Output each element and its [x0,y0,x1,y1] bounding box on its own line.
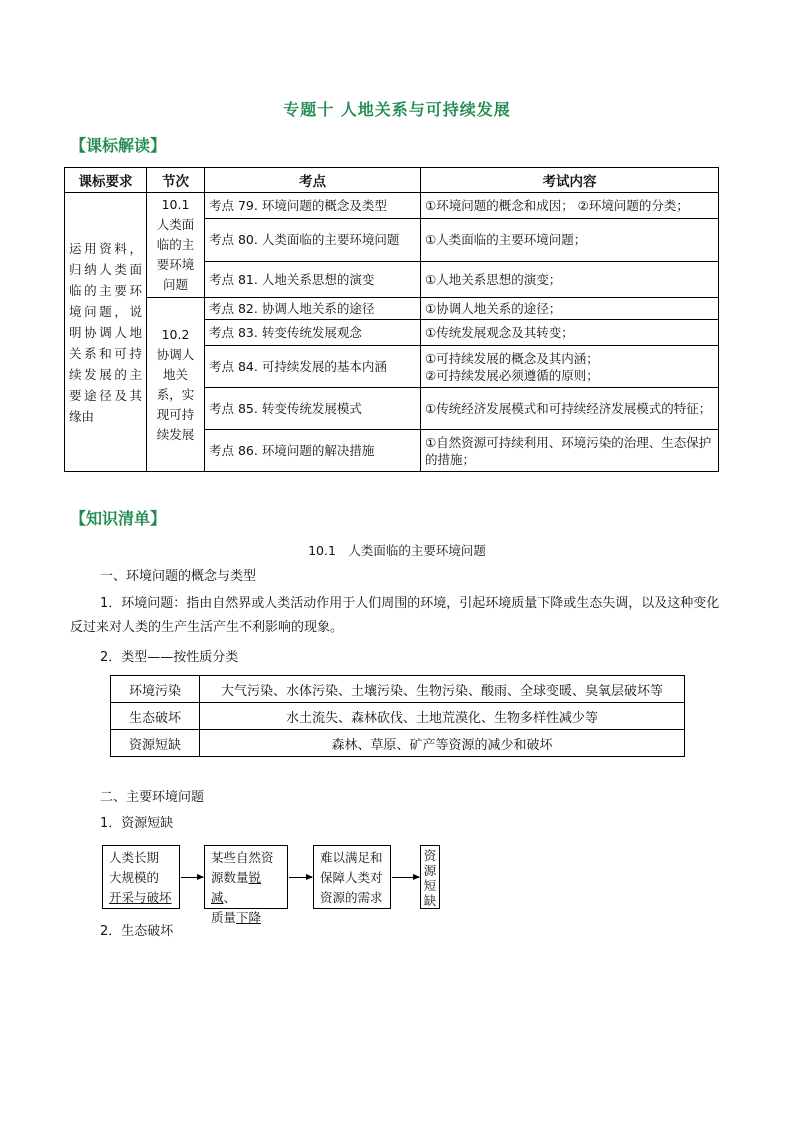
flow-text: 、 [223,890,237,905]
content-cell: ①人类面临的主要环境问题； [421,219,719,261]
paragraph-types: 2．类型——按性质分类 [100,650,239,665]
point-cell: 考点 82. 协调人地关系的途径 [205,298,421,320]
point-cell: 考点 86. 环境问题的解决措施 [205,430,421,472]
type-name: 环境污染 [111,676,200,703]
flow-line: 大规模的 [109,870,160,885]
flow-char: 资 [423,848,437,863]
section-cell-10-1 [147,193,205,298]
section-cell-10-2 [147,298,205,472]
paragraph-definition: 1．环境问题：指由自然界或人类活动作用于人们周围的环境，引起环境质量下降或生态失调，以及这种变化反过来对人类的生产生活产生不利影响的现象。 [70,596,720,635]
section-heading-curriculum: 【课标解读】 [70,136,167,155]
point-cell: 考点 80. 人类面临的主要环境问题 [205,219,421,261]
point-cell: 考点 84. 可持续发展的基本内涵 [205,346,421,388]
flow-char: 源 [423,863,437,878]
content-cell: ①人地关系思想的演变； [421,261,719,297]
types-table [110,675,685,757]
content-cell: ①传统发展观念及其转变； [421,320,719,346]
section-heading-knowledge: 【知识清单】 [70,509,167,528]
type-name: 资源短缺 [111,730,200,757]
page-title: 专题十 人地关系与可持续发展 [283,100,511,119]
flow-line: 保障人类对 [320,870,383,885]
point-cell: 考点 85. 转变传统发展模式 [205,388,421,430]
flow-box-decline [204,845,288,925]
header-section: 节次 [147,168,205,193]
point-cell: 考点 83. 转变传统发展观念 [205,320,421,346]
curriculum-table [64,167,719,472]
subsection-title: 10.1 人类面临的主要环境问题 [308,543,486,558]
section-number: 10.1 [161,197,190,212]
flow-underlined-text: 锐减 [211,870,262,905]
paragraph-ecological-damage: 2．生态破坏 [100,924,174,939]
content-cell: ①自然资源可持续利用、环境污染的治理、生态保护的措施； [421,430,719,472]
flow-line [211,908,281,928]
flow-box-exploitation [102,845,180,909]
flow-char: 短 [423,878,437,893]
flow-line: 难以满足和 [320,850,383,865]
section-name: 协调人地关系，实现可持续发展 [156,346,195,442]
content-line: ②可持续发展必须遵循的原则； [425,367,599,383]
content-cell: ①传统经济发展模式和可持续经济发展模式的特征； [421,388,719,430]
content-cell [421,346,719,388]
flow-text: 源数量 [211,870,249,885]
header-requirement: 课标要求 [65,168,147,193]
flow-line: 资源的需求 [320,890,383,905]
header-point: 考点 [205,168,421,193]
flow-underlined-text: 开采与破坏 [109,890,172,905]
flow-box-shortage [420,845,440,909]
requirement-cell: 运用资料，归纳人类面临的主要环境问题，说明协调人地关系和可持续发展的主要途径及其缘由 [65,193,147,472]
flow-box-demand [313,845,391,909]
flow-line [211,868,281,908]
content-cell: ①环境问题的概念和成因； ②环境问题的分类； [421,193,719,219]
flow-arrow [392,877,419,878]
section-number: 10.2 [161,326,190,342]
type-name: 生态破坏 [111,703,200,730]
content-cell: ①协调人地关系的途径； [421,298,719,320]
flow-line: 人类长期 [109,850,160,865]
heading-main-problems: 二、主要环境问题 [100,790,205,805]
point-cell: 考点 81. 人地关系思想的演变 [205,261,421,297]
flow-char: 缺 [423,893,437,908]
type-desc: 大气污染、水体污染、土壤污染、生物污染、酸雨、全球变暖、臭氧层破坏等 [200,676,685,703]
flow-line [109,888,173,908]
heading-concept-types: 一、环境问题的概念与类型 [100,569,257,584]
flow-arrow [289,877,312,878]
point-cell: 考点 79. 环境问题的概念及类型 [205,193,421,219]
type-desc: 水土流失、森林砍伐、土地荒漠化、生物多样性减少等 [200,703,685,730]
paragraph-resource-shortage: 1．资源短缺 [100,816,174,831]
header-content: 考试内容 [421,168,719,193]
content-line: ①可持续发展的概念及其内涵； [425,350,599,366]
flow-underlined-text: 下降 [236,910,262,925]
section-name: 人类面临的主要环境问题 [156,217,195,292]
flow-text: 质量 [211,910,237,925]
flow-line: 某些自然资 [211,850,274,865]
flow-arrow [181,877,203,878]
type-desc: 森林、草原、矿产等资源的减少和破坏 [200,730,685,757]
